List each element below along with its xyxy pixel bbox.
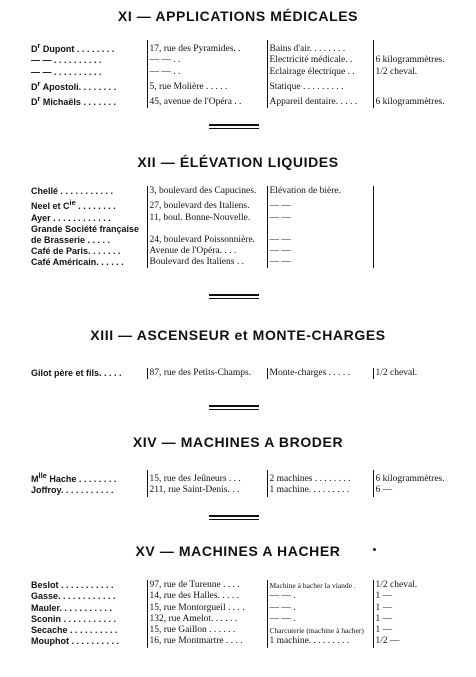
entry-name: — — . . . . . . . . . . — [31, 66, 102, 77]
entry-name: $M^{lle}$ Hache . . . . . . . . — [31, 471, 117, 484]
entry-power — [373, 197, 459, 212]
entry-address: 87, rue des Petits-Champs. — [147, 368, 267, 379]
entry-name: Grande Société française de Brasserie . . . . . — [31, 223, 140, 245]
entry-application: Appareil dentaire. . . . . — [267, 93, 373, 108]
section-title-xv: XV — MACHINES A HACHER — [135, 543, 341, 559]
entry-address: 15, rue Montorgueil . . . . — [147, 603, 267, 614]
entry-application: — — — [267, 257, 373, 268]
table-row — [31, 603, 459, 614]
section-title-xiii: XIII — ASCENSEUR et MONTE-CHARGES — [90, 327, 386, 343]
entry-application: Monte-charges . . . . . — [267, 368, 373, 379]
table-row — [31, 93, 459, 108]
table-row — [31, 470, 459, 485]
entry-power — [373, 186, 459, 197]
entry-application: — — — [267, 224, 373, 246]
table-row — [31, 636, 459, 647]
ink-dot — [373, 548, 376, 551]
entry-power: 1 — — [373, 603, 459, 614]
entry-application: Éclairage électrique . . — [267, 67, 373, 78]
entry-name: Mauler. . . . . . . . . . . — [31, 602, 113, 613]
table-row — [31, 224, 459, 246]
table-row — [31, 67, 459, 78]
entry-power: 1 — — [373, 614, 459, 625]
entry-name: $D^r$ Michaëls . . . . . . . — [31, 94, 116, 108]
entry-application: — — — [267, 246, 373, 257]
entry-power: 1/2 cheval. — [373, 67, 459, 78]
entry-power: 1 — — [373, 591, 459, 602]
section-title-xii: XII — ÉLÉVATION LIQUIDES — [137, 154, 339, 170]
entry-name: Café de Paris. . . . . . . — [31, 245, 121, 256]
entry-name: Gasse. . . . . . . . . . . . — [31, 591, 116, 602]
entry-name: Joffroy. . . . . . . . . . . — [31, 485, 114, 496]
divider — [209, 298, 259, 299]
section-table-xv — [31, 580, 459, 648]
entry-power: 6 — — [373, 485, 459, 496]
entry-name: Neel et $C^{ie}$ . . . . . . . . — [31, 198, 116, 212]
section-table-xii — [31, 186, 459, 268]
entry-power: 1/2 cheval. — [373, 580, 459, 591]
table-row — [31, 485, 459, 496]
divider — [209, 515, 259, 517]
entry-address: 27, boulevard des Italiens. — [147, 197, 267, 212]
table-row — [31, 40, 459, 55]
entry-address: 14, rue des Halles. . . . . — [147, 591, 267, 602]
entry-name: Café Américain. . . . . . — [31, 257, 124, 268]
entry-address: Avenue de l'Opéra. . . . — [147, 246, 267, 257]
entry-power: 6 kilogrammètres. — [373, 470, 459, 485]
table-row — [31, 614, 459, 625]
divider — [209, 124, 259, 126]
entry-application: — — . — [267, 603, 373, 614]
entry-power — [373, 224, 459, 246]
entry-name: Sconin . . . . . . . . . . . — [31, 613, 117, 624]
table-row — [31, 591, 459, 602]
entry-power: 6 kilogrammètres. — [373, 55, 459, 66]
entry-name: Secache . . . . . . . . . . — [31, 625, 118, 636]
entry-application: — — . — [267, 591, 373, 602]
entry-application: 1 machine. . . . . . . . . — [267, 485, 373, 496]
entry-address: — — . . — [147, 55, 267, 66]
section-title-xi: XI — APPLICATIONS MÉDICALES — [117, 8, 359, 24]
entry-name: Chellé . . . . . . . . . . . — [31, 186, 114, 196]
entry-name: $D^r$ Apostoli. . . . . . . . — [31, 78, 117, 92]
entry-power — [373, 246, 459, 257]
entry-name: Beslot . . . . . . . . . . . — [31, 580, 114, 590]
entry-application: Machine à hacher la viande . — [267, 580, 373, 591]
table-row — [31, 186, 459, 197]
divider — [209, 294, 259, 296]
entry-power — [373, 257, 459, 268]
entry-address: — — . . — [147, 67, 267, 78]
entry-application: 1 machine. . . . . . . . . — [267, 636, 373, 647]
entry-address: 3, boulevard des Capucines. — [147, 186, 267, 197]
entry-name: $D^r$ Dupont . . . . . . . . — [31, 41, 115, 54]
table-row — [31, 625, 459, 636]
entry-address: 5, rue Molière . . . . . — [147, 78, 267, 93]
section-title-xiv: XIV — MACHINES A BRODER — [132, 434, 344, 450]
entry-application: — — . — [267, 614, 373, 625]
entry-address: 15, rue des Jeûneurs . . . — [147, 470, 267, 485]
entry-address: 17, rue des Pyramides. . — [147, 40, 267, 55]
entry-power — [373, 213, 459, 224]
table-row — [31, 368, 459, 379]
table-row — [31, 55, 459, 66]
entry-application: Charcuterie (machine à hacher) — [267, 625, 373, 636]
table-row — [31, 580, 459, 591]
entry-name: Mouphot . . . . . . . . . . — [31, 636, 119, 647]
section-table-xiv — [31, 470, 459, 497]
entry-power: 1/2 cheval. — [373, 368, 459, 379]
section-table-xi — [31, 40, 459, 108]
entry-address: 24, boulevard Poissonnière. — [147, 224, 267, 246]
entry-application: — — — [267, 197, 373, 212]
entry-address: 15, rue Gaillon . . . . . . — [147, 625, 267, 636]
table-row — [31, 257, 459, 268]
entry-address: 97, rue de Turenne . . . . — [147, 580, 267, 591]
table-row — [31, 246, 459, 257]
entry-address: 16, rue Montmartre . . . . — [147, 636, 267, 647]
entry-address: 211, rue Saint-Denis. . . — [147, 485, 267, 496]
section-table-xiii — [31, 368, 459, 379]
table-row — [31, 78, 459, 93]
divider — [209, 128, 259, 129]
table-row — [31, 213, 459, 224]
entry-address: 45, avenue de l'Opéra . . — [147, 93, 267, 108]
entry-application: Élévation de bière. — [267, 186, 373, 197]
entry-power — [373, 78, 459, 93]
entry-address: 132, rue Amelot. . . . . . — [147, 614, 267, 625]
divider — [209, 409, 259, 410]
entry-address: Boulevard des Italiens . . — [147, 257, 267, 268]
entry-application: Électricité médicale. . — [267, 55, 373, 66]
entry-address: 11, boul. Bonne-Nouvelle. — [147, 213, 267, 224]
divider — [209, 405, 259, 407]
entry-name: Ayer . . . . . . . . . . . . — [31, 212, 111, 223]
entry-application: — — — [267, 213, 373, 224]
table-row — [31, 197, 459, 212]
entry-application: Bains d'air. . . . . . . . — [267, 40, 373, 55]
entry-application: 2 machines . . . . . . . . — [267, 470, 373, 485]
entry-power: 1 — — [373, 625, 459, 636]
entry-name: — — . . . . . . . . . . — [31, 55, 102, 66]
entry-power: 6 kilogrammètres. — [373, 93, 459, 108]
divider — [209, 519, 259, 520]
entry-application: Statique . . . . . . . . . — [267, 78, 373, 93]
entry-power: 1/2 — — [373, 636, 459, 647]
entry-power — [373, 40, 459, 55]
entry-name: Gilot père et fils. . . . . — [31, 368, 122, 378]
